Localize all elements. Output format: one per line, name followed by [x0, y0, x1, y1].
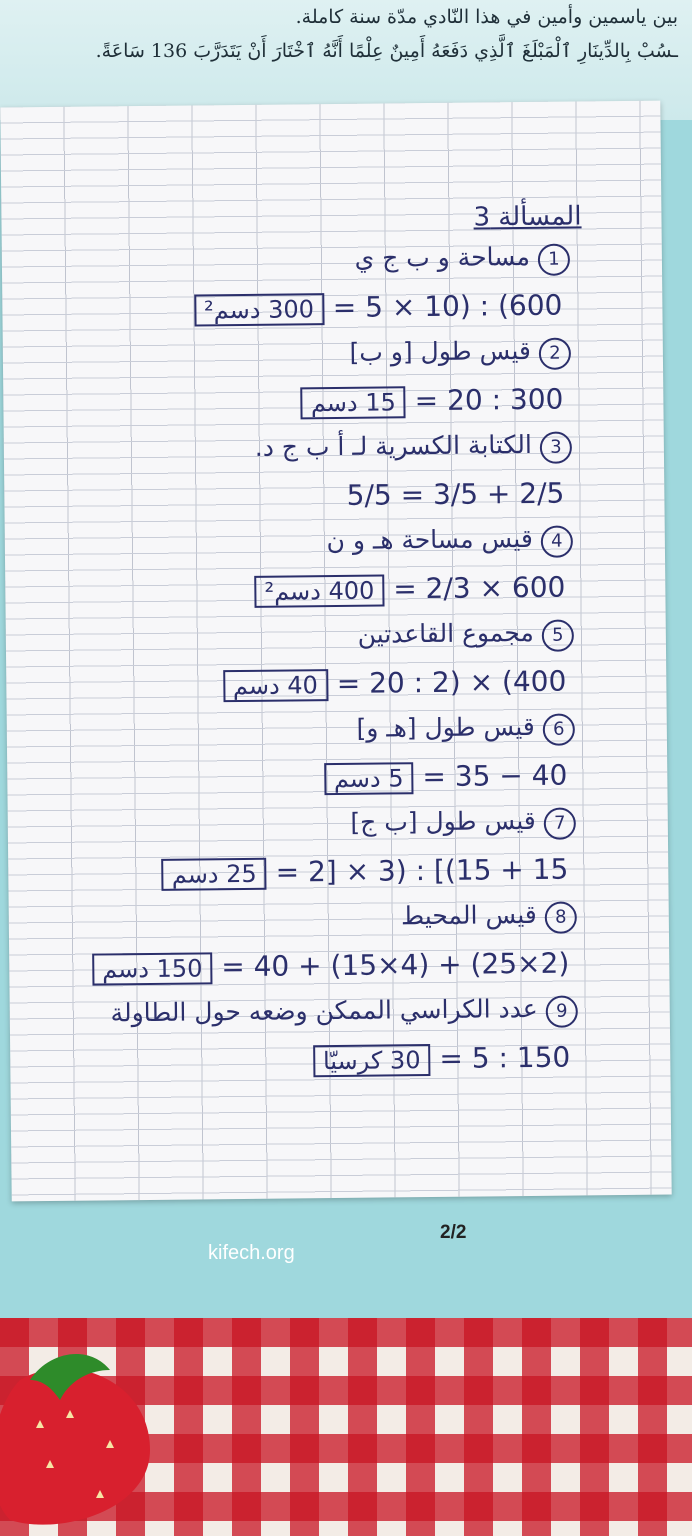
notebook-page — [0, 101, 671, 1202]
printed-line-2: ـسُبْ بِالدِّينَارِ ٱلْمَبْلَغَ ٱلَّذِي دَفَعَهُ أَمِينٌ عِلْمًا أَنَّهُ ٱخْتَارَ أَنْ يَتَدَرَّبَ 136 سَاعَةً. — [95, 40, 678, 62]
step-heading: قيس مساحة هـ و ن — [326, 523, 533, 556]
step-heading: الكتابة الكسرية لـ أ ب ج د. — [254, 429, 532, 462]
step-number: 5 — [542, 620, 574, 652]
step-number: 7 — [544, 807, 576, 839]
boxed-result: 400 دسم² — [254, 574, 384, 607]
calculation: = 20 : 2) × (400 — [327, 664, 567, 701]
solution-line — [254, 571, 565, 608]
boxed-result: 300 دسم² — [194, 293, 324, 326]
calculation: 5/5 = 3/5 + 2/5 — [346, 476, 565, 512]
solution-line — [255, 430, 572, 467]
calculation: = 2/3 × 600 — [384, 570, 566, 606]
page-number: 2/2 — [440, 1222, 467, 1243]
printed-line-1: بين ياسمين وأمين في هذا النّادي مدّة سنة كاملة. — [295, 6, 678, 28]
step-heading: قيس طول [و ب] — [349, 335, 532, 367]
step-heading: عدد الكراسي الممكن وضعه حول الطاولة — [110, 993, 538, 1028]
step-number: 1 — [538, 244, 570, 276]
solution-line — [326, 524, 573, 561]
step-heading: قيس طول [ب ج] — [350, 805, 536, 837]
step-heading: قيس طول [هـ و] — [356, 711, 535, 743]
boxed-result: 15 دسم — [301, 386, 406, 419]
solution-line — [354, 242, 570, 278]
calculation: = 5 × 10) : (600 — [323, 288, 563, 325]
step-heading: قيس المحيط — [400, 899, 537, 931]
solution-line — [346, 477, 564, 512]
solution-line — [349, 336, 571, 372]
solution-line — [301, 383, 564, 420]
step-heading: مساحة و ب ج ي — [354, 241, 531, 273]
strawberry-pattern-icon — [0, 1340, 175, 1536]
boxed-result: 30 كرسيّا — [313, 1044, 431, 1077]
step-number: 8 — [545, 901, 577, 933]
step-number: 4 — [541, 526, 573, 558]
step-number: 9 — [546, 995, 578, 1027]
solution-line — [162, 853, 569, 891]
solution-line — [223, 665, 567, 703]
solution-line — [110, 993, 578, 1032]
solution-line — [92, 947, 569, 986]
solution-line — [313, 1041, 571, 1078]
step-number: 6 — [543, 714, 575, 746]
solution-line — [358, 618, 575, 654]
calculation: = 2] × 3) : [(15 + 15 — [266, 852, 569, 889]
solution-line — [350, 805, 576, 841]
solution-line — [194, 289, 563, 327]
problem-title: المسألة 3 — [473, 201, 582, 233]
step-heading: مجموع القاعدتين — [357, 617, 534, 649]
calculation: = 40 + (15×4) + (25×2) — [212, 946, 570, 984]
calculation: = 5 : 150 — [430, 1040, 571, 1076]
solution-line — [356, 712, 575, 748]
solution-line — [401, 899, 577, 935]
calculation: = 20 : 300 — [405, 382, 564, 418]
boxed-result: 150 دسم — [92, 952, 213, 985]
step-number: 2 — [539, 338, 571, 370]
solution-line — [324, 759, 568, 796]
calculation: = 35 − 40 — [413, 758, 568, 794]
boxed-result: 25 دسم — [162, 858, 267, 891]
boxed-result: 40 دسم — [223, 669, 328, 702]
boxed-result: 5 دسم — [324, 762, 414, 795]
watermark: kifech.org — [208, 1242, 295, 1264]
step-number: 3 — [540, 432, 572, 464]
